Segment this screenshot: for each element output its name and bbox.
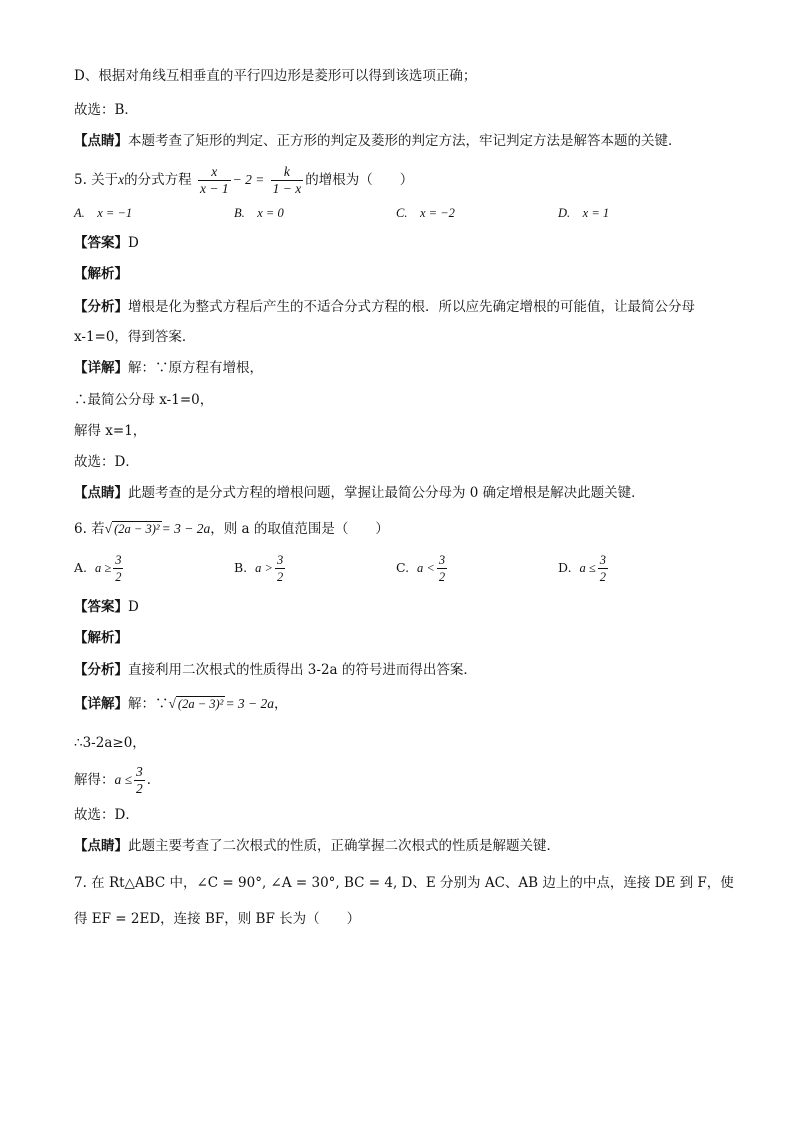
q6-option-c: C. a < $\frac{3}{2}$ bbox=[396, 553, 446, 584]
q6-option-d: D. a ≤ $\frac{3}{2}$ bbox=[558, 553, 607, 584]
q5-mid: 的分式方程 bbox=[124, 172, 192, 188]
question-7-line-1: 7. 在 Rt△ABC 中，∠C = 90°, ∠A = 30°, BC = 4, D、E 分别为 AC、AB 边上的中点，连接 DE 到 F，使 bbox=[74, 875, 734, 891]
q6-eq: = 3 − 2a bbox=[161, 521, 211, 536]
q5-comment bbox=[74, 483, 645, 503]
xiangjie-tag: 【详解】 bbox=[74, 696, 128, 712]
comment-tag: 【点睛】 bbox=[74, 485, 128, 501]
fenxi-text: 增根是化为整式方程后产生的不适合分式方程的根．所以应先确定增根的可能值，让最简公分母 bbox=[128, 299, 695, 315]
q6-fenxi bbox=[74, 660, 477, 680]
q5-suffix: 的增根为（ ） bbox=[305, 172, 414, 188]
question-6 bbox=[74, 519, 389, 539]
q5-prefix: 5. 关于 bbox=[74, 172, 119, 188]
q5-detail-2: ∴最简公分母 x-1=0， bbox=[74, 392, 214, 408]
q5-fraction-2: $\frac{k}{1 - x}$ bbox=[272, 164, 302, 196]
q6-suffix: ，则 a 的取值范围是（ ） bbox=[210, 521, 389, 537]
q6-sqrt: √ (2a − 3)² bbox=[104, 521, 160, 536]
answer-value: D bbox=[128, 235, 139, 251]
q4-option-d-text: D、根据对角线互相垂直的平行四边形是菱形可以得到该选项正确； bbox=[74, 68, 477, 84]
question-7-line-2: 得 EF = 2ED，连接 BF，则 BF 长为（ ） bbox=[74, 911, 361, 927]
q4-comment bbox=[74, 131, 682, 151]
q6-analysis-tag: 【解析】 bbox=[74, 630, 128, 646]
q6-detail-1: 【详解】解：∵√ (2a − 3)² = 3 − 2a， bbox=[74, 696, 288, 712]
fenxi-tag: 【分析】 bbox=[74, 662, 128, 678]
fenxi-text: 直接利用二次根式的性质得出 3-2a 的符号进而得出答案． bbox=[128, 662, 477, 678]
q5-option-c: C. x = −2 bbox=[396, 206, 455, 220]
detail-text: 解：∵原方程有增根， bbox=[128, 360, 263, 376]
q5-analysis-tag: 【解析】 bbox=[74, 266, 128, 282]
q6-choice: 故选：D． bbox=[74, 807, 139, 823]
q6-detail-3: 解得：a ≤ $\frac{3}{2}$ ． bbox=[74, 764, 161, 796]
q6-detail-2: ∴3-2a≥0， bbox=[74, 735, 146, 751]
q6-answer bbox=[74, 597, 139, 617]
comment-tag: 【点睛】 bbox=[74, 838, 128, 854]
q5-minus2: − 2 = bbox=[232, 172, 265, 187]
comment-text: 此题主要考查了二次根式的性质，正确掌握二次根式的性质是解题关键． bbox=[128, 838, 560, 854]
q5-fenxi-2: x-1=0，得到答案． bbox=[74, 329, 196, 345]
q5-detail-3: 解得 x=1， bbox=[74, 423, 147, 439]
fenxi-tag: 【分析】 bbox=[74, 299, 128, 315]
q5-option-b: B. x = 0 bbox=[234, 206, 284, 220]
comment-tag: 【点睛】 bbox=[74, 133, 128, 149]
q5-option-d: D. x = 1 bbox=[558, 206, 610, 220]
q5-choice: 故选：D． bbox=[74, 454, 139, 470]
q5-option-a: A. x = −1 bbox=[74, 206, 133, 220]
q4-choice: 故选：B． bbox=[74, 102, 138, 118]
answer-tag: 【答案】 bbox=[74, 599, 128, 615]
answer-value: D bbox=[128, 599, 139, 615]
q5-fenxi bbox=[74, 297, 695, 317]
question-5 bbox=[74, 164, 413, 197]
answer-tag: 【答案】 bbox=[74, 235, 128, 251]
q6-comment bbox=[74, 836, 560, 856]
q5-answer bbox=[74, 233, 139, 253]
q5-var: x bbox=[118, 172, 125, 187]
q6-option-b: B. a > $\frac{3}{2}$ bbox=[234, 553, 284, 584]
q6-prefix: 6. 若 bbox=[74, 521, 105, 537]
q5-detail-1 bbox=[74, 358, 263, 378]
xiangjie-tag: 【详解】 bbox=[74, 360, 128, 376]
q5-fraction-1: $\frac{x}{x - 1}$ bbox=[199, 164, 229, 196]
comment-text: 本题考查了矩形的判定、正方形的判定及菱形的判定方法，牢记判定方法是解答本题的关键． bbox=[128, 133, 682, 149]
q6-option-a: A. a ≥ $\frac{3}{2}$ bbox=[74, 553, 122, 584]
comment-text: 此题考查的是分式方程的增根问题，掌握让最简公分母为 0 确定增根是解决此题关键． bbox=[128, 485, 645, 501]
